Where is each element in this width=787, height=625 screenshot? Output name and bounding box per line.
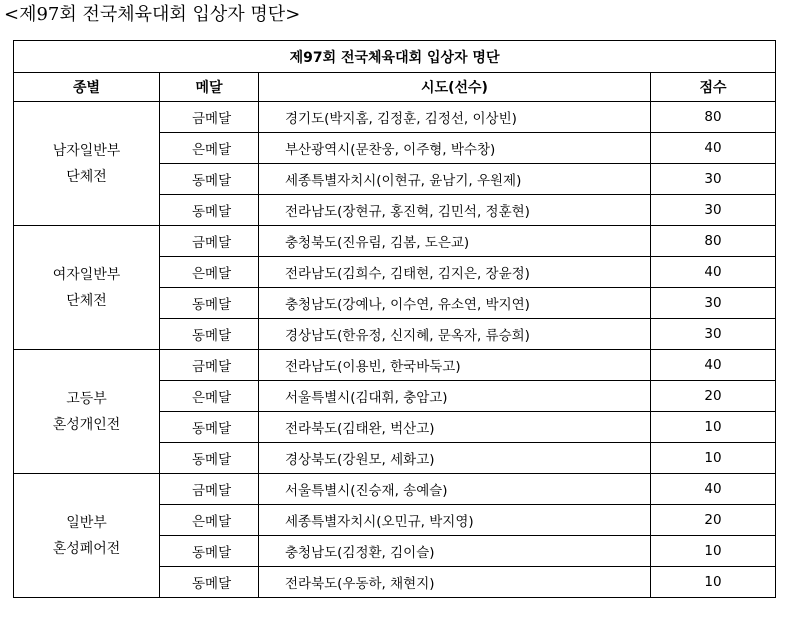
score-cell: 10 — [651, 443, 776, 474]
team-cell: 세종특별자치시(이현규, 윤남기, 우원제) — [259, 164, 651, 195]
category-line: 여자일반부 — [52, 266, 121, 283]
table-caption: 제97회 전국체육대회 입상자 명단 — [14, 41, 776, 73]
medal-cell: 은메달 — [160, 133, 259, 164]
team-cell: 경기도(박지홈, 김정훈, 김정선, 이상빈) — [259, 102, 651, 133]
medal-cell: 동메달 — [160, 443, 259, 474]
team-cell: 충청남도(강예나, 이수연, 유소연, 박지연) — [259, 288, 651, 319]
category-line: 단체전 — [66, 292, 107, 309]
header-category: 종별 — [14, 73, 160, 102]
medal-cell: 금메달 — [160, 102, 259, 133]
table-row — [14, 102, 776, 133]
category-cell — [14, 102, 160, 226]
score-cell: 40 — [651, 474, 776, 505]
header-score: 점수 — [651, 73, 776, 102]
medal-cell: 은메달 — [160, 505, 259, 536]
team-cell: 서울특별시(김대휘, 충암고) — [259, 381, 651, 412]
team-cell: 경상남도(한유정, 신지혜, 문옥자, 류승희) — [259, 319, 651, 350]
category-line: 혼성개인전 — [52, 416, 121, 433]
table-header-row — [14, 73, 776, 102]
team-cell: 충청북도(진유림, 김봄, 도은교) — [259, 226, 651, 257]
score-cell: 40 — [651, 133, 776, 164]
medal-cell: 동메달 — [160, 412, 259, 443]
category-cell — [14, 474, 160, 598]
score-cell: 80 — [651, 102, 776, 133]
category-line: 일반부 — [66, 514, 107, 531]
category-line: 단체전 — [66, 168, 107, 185]
category-cell — [14, 350, 160, 474]
score-cell: 30 — [651, 195, 776, 226]
score-cell: 30 — [651, 164, 776, 195]
medal-cell: 동메달 — [160, 567, 259, 598]
team-cell: 충청남도(김정환, 김이슬) — [259, 536, 651, 567]
team-cell: 서울특별시(진승재, 송예슬) — [259, 474, 651, 505]
medal-cell: 금메달 — [160, 226, 259, 257]
category-line: 고등부 — [66, 390, 107, 407]
medal-cell: 동메달 — [160, 195, 259, 226]
results-table — [13, 40, 776, 598]
score-cell: 10 — [651, 412, 776, 443]
page-title: <제97회 전국체육대회 입상자 명단> — [4, 4, 301, 25]
header-team: 시도(선수) — [259, 73, 651, 102]
score-cell: 30 — [651, 288, 776, 319]
medal-cell: 금메달 — [160, 350, 259, 381]
team-cell: 경상북도(강원모, 세화고) — [259, 443, 651, 474]
category-line: 혼성페어전 — [52, 540, 121, 557]
table-body — [14, 102, 776, 598]
team-cell: 전라남도(이용빈, 한국바둑고) — [259, 350, 651, 381]
medal-cell: 동메달 — [160, 319, 259, 350]
team-cell: 세종특별자치시(오민규, 박지영) — [259, 505, 651, 536]
medal-cell: 은메달 — [160, 257, 259, 288]
team-cell: 전라북도(김태완, 벅산고) — [259, 412, 651, 443]
table-row — [14, 226, 776, 257]
team-cell: 전라북도(우동하, 채현지) — [259, 567, 651, 598]
category-cell — [14, 226, 160, 350]
table-row — [14, 474, 776, 505]
score-cell: 40 — [651, 350, 776, 381]
score-cell: 10 — [651, 567, 776, 598]
team-cell: 전라남도(장현규, 홍진혁, 김민석, 정훈현) — [259, 195, 651, 226]
header-medal: 메달 — [160, 73, 259, 102]
score-cell: 20 — [651, 381, 776, 412]
score-cell: 40 — [651, 257, 776, 288]
table-caption-row — [14, 41, 776, 73]
medal-cell: 금메달 — [160, 474, 259, 505]
medal-cell: 동메달 — [160, 288, 259, 319]
score-cell: 20 — [651, 505, 776, 536]
score-cell: 80 — [651, 226, 776, 257]
medal-cell: 은메달 — [160, 381, 259, 412]
team-cell: 부산광역시(문찬웅, 이주형, 박수창) — [259, 133, 651, 164]
medal-cell: 동메달 — [160, 536, 259, 567]
score-cell: 30 — [651, 319, 776, 350]
table-row — [14, 350, 776, 381]
team-cell: 전라남도(김희수, 김태현, 김지은, 장윤정) — [259, 257, 651, 288]
medal-cell: 동메달 — [160, 164, 259, 195]
category-line: 남자일반부 — [52, 142, 121, 159]
score-cell: 10 — [651, 536, 776, 567]
